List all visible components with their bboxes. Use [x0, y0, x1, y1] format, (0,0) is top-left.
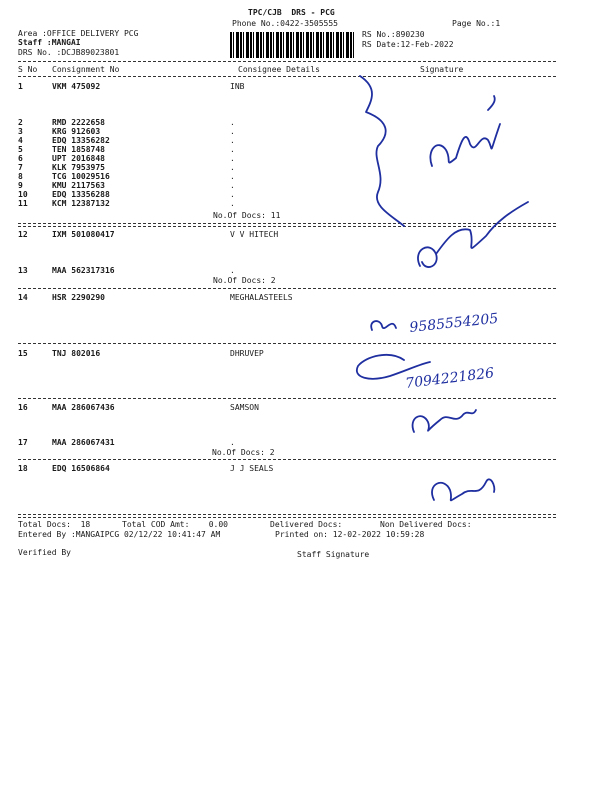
row-consignee: MEGHALASTEELS: [230, 293, 293, 302]
row-consignee: .: [230, 136, 235, 145]
signature-5: [413, 410, 476, 432]
row-consignee: V V HITECH: [230, 230, 279, 239]
total-docs: Total Docs: 18: [18, 520, 91, 529]
bracket-stroke: [360, 76, 404, 226]
row-sno: 12: [18, 230, 28, 239]
non-delivered-docs: Non Delivered Docs:: [380, 520, 472, 529]
row-sno: 15: [18, 349, 28, 358]
group-docs-count: No.Of Docs: 2: [212, 448, 275, 457]
row-consignee: .: [230, 199, 235, 208]
row-consignment: KRG 912603: [52, 127, 101, 136]
group-docs-count: No.Of Docs: 11: [213, 211, 281, 220]
row-sno: 7: [18, 163, 23, 172]
row-sno: 4: [18, 136, 23, 145]
doc-title: TPC/CJB DRS - PCG: [248, 8, 335, 17]
row-consignment: EDQ 13356288: [52, 190, 110, 199]
divider: [18, 226, 556, 227]
row-sno: 1: [18, 82, 23, 91]
page-number: Page No.:1: [452, 19, 501, 28]
divider: [18, 223, 556, 224]
row-sno: 8: [18, 172, 23, 181]
row-sno: 13: [18, 266, 28, 275]
row-consignee: DHRUVEP: [230, 349, 264, 358]
divider: [18, 61, 556, 62]
delivered-docs: Delivered Docs:: [270, 520, 343, 529]
row-sno: 11: [18, 199, 28, 208]
total-cod: Total COD Amt: 0.00: [122, 520, 228, 529]
divider: [18, 514, 556, 515]
row-consignment: MAA 286067436: [52, 403, 115, 412]
phone-number: Phone No.:0422-3505555: [232, 19, 338, 28]
row-sno: 9: [18, 181, 23, 190]
row-consignment: EDQ 16506864: [52, 464, 110, 473]
row-consignment: UPT 2016848: [52, 154, 105, 163]
col-sno: S No: [18, 65, 38, 74]
row-consignee: .: [230, 181, 235, 190]
row-consignment: TNJ 802016: [52, 349, 101, 358]
row-sno: 3: [18, 127, 23, 136]
signature-3: [371, 321, 396, 330]
divider: [18, 398, 556, 399]
row-sno: 18: [18, 464, 28, 473]
row-consignee: .: [230, 190, 235, 199]
handwritten-phone-1: 9585554205: [408, 310, 500, 336]
row-consignment: TCG 10029516: [52, 172, 110, 181]
staff-label: Staff :MANGAI: [18, 38, 81, 47]
divider: [18, 76, 556, 77]
entered-by: Entered By :MANGAIPCG 02/12/22 10:41:47 AM: [18, 530, 221, 539]
row-sno: 14: [18, 293, 28, 302]
row-consignment: KCM 12387132: [52, 199, 110, 208]
row-consignee: .: [230, 172, 235, 181]
row-sno: 2: [18, 118, 23, 127]
row-consignee: .: [230, 266, 235, 275]
divider: [18, 459, 556, 460]
group-docs-count: No.Of Docs: 2: [213, 276, 276, 285]
row-consignee: SAMSON: [230, 403, 259, 412]
rs-number: RS No.:890230: [362, 30, 425, 39]
col-signature: Signature: [420, 65, 464, 74]
area-label: Area :OFFICE DELIVERY PCG: [18, 29, 139, 38]
barcode: [230, 32, 355, 58]
col-consignee: Consignee Details: [238, 65, 320, 74]
row-consignment: RMD 2222658: [52, 118, 105, 127]
row-consignment: MAA 562317316: [52, 266, 115, 275]
row-consignment: KMU 2117563: [52, 181, 105, 190]
row-consignee: .: [230, 127, 235, 136]
row-consignment: EDQ 13356282: [52, 136, 110, 145]
row-consignee: INB: [230, 82, 245, 91]
row-sno: 5: [18, 145, 23, 154]
signature-2: [418, 202, 528, 267]
printed-on: Printed on: 12-02-2022 10:59:28: [275, 530, 425, 539]
row-consignment: KLK 7953975: [52, 163, 105, 172]
row-consignee: .: [230, 145, 235, 154]
row-consignee: .: [230, 163, 235, 172]
col-consignment: Consignment No: [52, 65, 120, 74]
row-sno: 17: [18, 438, 28, 447]
handwritten-phone-2: 7094221826: [404, 365, 495, 392]
signature-1: [430, 96, 500, 166]
divider: [18, 517, 556, 518]
row-consignment: MAA 286067431: [52, 438, 115, 447]
row-consignment: HSR 2290290: [52, 293, 105, 302]
row-consignment: TEN 1858748: [52, 145, 105, 154]
row-sno: 6: [18, 154, 23, 163]
row-consignee: J J SEALS: [230, 464, 274, 473]
row-consignee: .: [230, 438, 235, 447]
divider: [18, 288, 556, 289]
drs-number: DRS No. :DCJB89023801: [18, 48, 120, 57]
row-consignee: .: [230, 154, 235, 163]
divider: [18, 343, 556, 344]
signature-6: [432, 479, 494, 500]
staff-signature-label: Staff Signature: [297, 550, 370, 559]
signature-4: [357, 355, 430, 379]
row-consignee: .: [230, 118, 235, 127]
row-consignment: IXM 501080417: [52, 230, 115, 239]
verified-by: Verified By: [18, 548, 71, 557]
row-consignment: VKM 475092: [52, 82, 101, 91]
rs-date: RS Date:12-Feb-2022: [362, 40, 454, 49]
row-sno: 10: [18, 190, 28, 199]
row-sno: 16: [18, 403, 28, 412]
